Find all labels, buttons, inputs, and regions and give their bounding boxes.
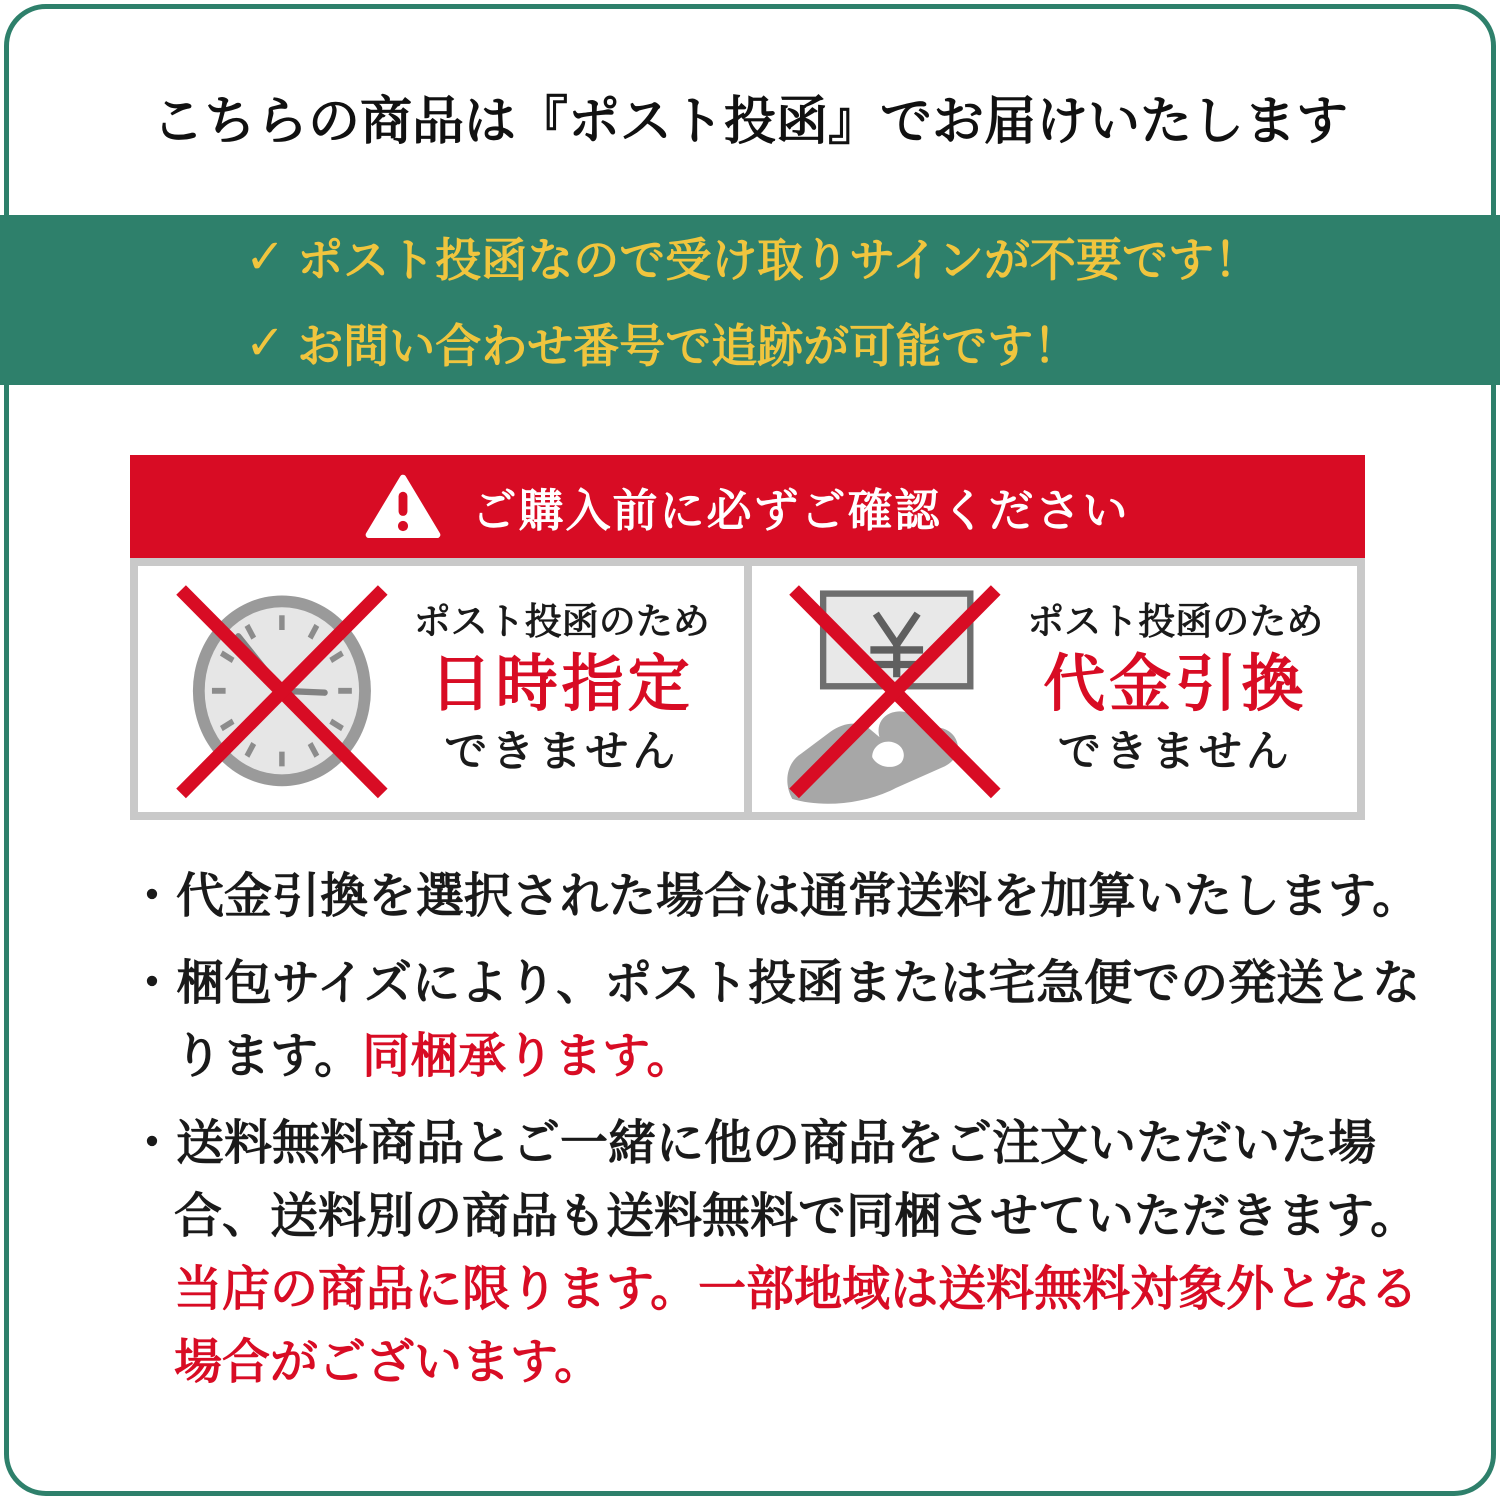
feature-text-2: お問い合わせ番号で追跡が可能です！ xyxy=(297,320,1080,372)
page-title: こちらの商品は『ポスト投函』でお届けいたします xyxy=(151,93,1348,151)
check-icon: ✓ xyxy=(245,317,286,370)
feature-line-2 xyxy=(245,310,1500,376)
notes-section xyxy=(128,860,1428,1399)
warning-triangle-icon xyxy=(365,473,441,541)
note-bullet-3-line-1: ・送料無料商品とご一緒に他の商品をご注文いただいた場 xyxy=(128,1117,1377,1170)
alert-box xyxy=(130,455,1365,820)
note-gap xyxy=(128,933,1428,947)
bullet-glyph: ・ xyxy=(128,1117,177,1170)
features-band xyxy=(0,215,1500,385)
panel-suffix: できません xyxy=(444,727,680,776)
check-icon: ✓ xyxy=(245,231,286,284)
note-bullet-1-line-1: ・代金引換を選択された場合は通常送料を加算いたします。 xyxy=(128,870,1421,923)
highlighted-note: 同梱承ります。 xyxy=(362,1030,695,1083)
panel-reason: ポスト投函のため xyxy=(413,600,710,642)
feature-line-1 xyxy=(245,224,1500,290)
bullet-glyph: ・ xyxy=(128,870,177,923)
note-bullet-3-line-4-highlighted: 場合がございます。 xyxy=(174,1336,603,1389)
panel-restriction: 代金引換 xyxy=(1043,650,1308,720)
panel-restriction: 日時指定 xyxy=(429,650,694,720)
panel-suffix: できません xyxy=(1057,727,1293,776)
title-area xyxy=(0,18,1500,215)
alert-heading: ご購入前に必ずご確認ください xyxy=(471,485,1130,536)
note-bullet-2-line-1: ・梱包サイズにより、ポスト投函または宅急便での発送とな xyxy=(128,957,1421,1010)
alert-body xyxy=(130,558,1365,820)
bullet-glyph: ・ xyxy=(128,957,177,1010)
panel-text xyxy=(414,600,710,778)
panel-no-datetime xyxy=(138,566,744,812)
note-bullet-2-line-2: ります。同梱承ります。 xyxy=(174,1030,695,1083)
panel-reason: ポスト投函のため xyxy=(1027,600,1324,642)
cash-on-delivery-crossed-out-icon xyxy=(785,573,1003,805)
note-bullet-3-line-2: 合、送料別の商品も送料無料で同梱させていただきます。 xyxy=(174,1190,1419,1243)
panel-no-cod xyxy=(744,566,1358,812)
clock-crossed-out-icon xyxy=(172,573,390,805)
note-gap xyxy=(128,1093,1428,1107)
panel-text xyxy=(1027,600,1323,778)
alert-header xyxy=(130,455,1365,558)
feature-text-1: ポスト投函なので受け取りサインが不要です！ xyxy=(297,234,1260,286)
note-bullet-3-line-3-highlighted: 当店の商品に限ります。一部地域は送料無料対象外となる xyxy=(174,1263,1419,1316)
